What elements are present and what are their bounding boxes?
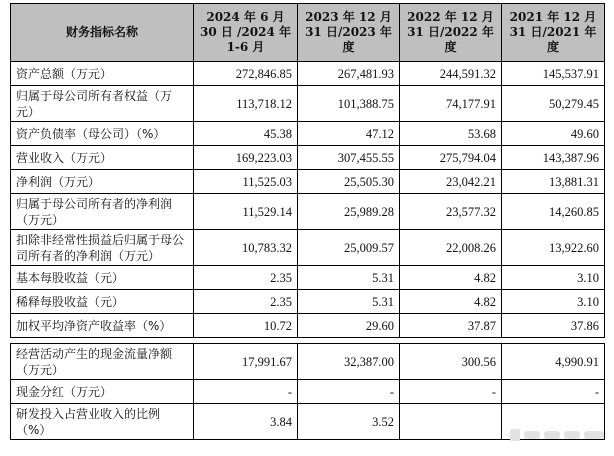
cell-value: 37.87 [400,314,502,338]
header-2023: 2023 年 12 月 31 日/2023 年 度 [298,4,400,62]
cell-value: 53.68 [400,122,502,146]
cell-value: 113,718.12 [194,86,298,122]
header-2024-h1: 2024 年 6 月 30 日 /2024 年 1-6 月 [194,4,298,62]
cell-value: 10.72 [194,314,298,338]
cell-value: 17,991.67 [194,344,298,380]
table-row-weighted-roe [11,314,605,338]
cell-value: 5.31 [298,290,400,314]
header-indicator-name: 财务指标名称 [11,4,194,62]
cell-value: 13,922.60 [502,230,605,266]
cell-value: 50,279.45 [502,86,605,122]
row-label: 研发投入占营业收入的比例（%） [11,404,194,440]
row-label: 基本每股收益（元） [11,266,194,290]
cell-value: - [400,380,502,404]
cell-value: 3.10 [502,290,605,314]
cell-value: 32,387.00 [298,344,400,380]
row-label: 加权平均净资产收益率（%） [11,314,194,338]
cell-value: 244,591.32 [400,62,502,86]
cell-value: 300.56 [400,344,502,380]
cell-value [400,404,502,440]
financial-indicators-table-continued [10,343,605,440]
table-row-rd-ratio [11,404,605,440]
cell-value: 25,009.57 [298,230,400,266]
cell-value: 2.35 [194,290,298,314]
table-row-deducted-net-profit [11,230,605,266]
row-label: 资产总额（万元） [11,62,194,86]
cell-value: 4.82 [400,290,502,314]
row-label: 稀释每股收益（元） [11,290,194,314]
table-row-parent-net-profit [11,194,605,230]
cell-value: 11,525.03 [194,170,298,194]
cell-value: 29.60 [298,314,400,338]
cell-value: 22,008.26 [400,230,502,266]
cell-value: - [194,380,298,404]
cell-value: 49.60 [502,122,605,146]
financial-indicators-table [10,3,605,338]
row-label: 经营活动产生的现金流量净额（万元） [11,344,194,380]
cell-value: 267,481.93 [298,62,400,86]
table-row-revenue [11,146,605,170]
table-row-total-assets [11,62,605,86]
financial-table-container [10,3,604,440]
row-label: 归属于母公司所有者权益（万元） [11,86,194,122]
header-2021: 2021 年 12 月 31 日/2021 年 度 [502,4,605,62]
cell-value: 23,042.21 [400,170,502,194]
cell-value: 23,577.32 [400,194,502,230]
row-label: 现金分红（万元） [11,380,194,404]
table-row-cash-dividend [11,380,605,404]
cell-value: - [502,380,605,404]
row-label: 扣除非经常性损益后归属于母公司所有者的净利润（万元） [11,230,194,266]
cell-value: 272,846.85 [194,62,298,86]
cell-value [502,404,605,440]
cell-value: 2.35 [194,266,298,290]
cell-value: 10,783.32 [194,230,298,266]
cell-value: 143,387.96 [502,146,605,170]
cell-value: 3.10 [502,266,605,290]
table-row-debt-ratio [11,122,605,146]
cell-value: 3.84 [194,404,298,440]
cell-value: 5.31 [298,266,400,290]
cell-value: 25,505.30 [298,170,400,194]
table-row-operating-cash-flow [11,344,605,380]
header-2022: 2022 年 12 月 31 日/2022 年 度 [400,4,502,62]
cell-value: 25,989.28 [298,194,400,230]
cell-value: 13,881.31 [502,170,605,194]
table-row-net-profit [11,170,605,194]
cell-value: 4.82 [400,266,502,290]
cell-value: 11,529.14 [194,194,298,230]
cell-value: 3.52 [298,404,400,440]
cell-value: 45.38 [194,122,298,146]
cell-value: 101,388.75 [298,86,400,122]
cell-value: 145,537.91 [502,62,605,86]
cell-value: 37.86 [502,314,605,338]
row-label: 归属于母公司所有者的净利润（万元） [11,194,194,230]
cell-value: 47.12 [298,122,400,146]
row-label: 营业收入（万元） [11,146,194,170]
cell-value: - [298,380,400,404]
cell-value: 275,794.04 [400,146,502,170]
row-label: 净利润（万元） [11,170,194,194]
table-header-row [11,4,605,62]
cell-value: 74,177.91 [400,86,502,122]
cell-value: 4,990.91 [502,344,605,380]
table-row-diluted-eps [11,290,605,314]
cell-value: 307,455.55 [298,146,400,170]
row-label: 资产负债率（母公司）（%） [11,122,194,146]
table-row-basic-eps [11,266,605,290]
cell-value: 169,223.03 [194,146,298,170]
cell-value: 14,260.85 [502,194,605,230]
table-row-parent-equity [11,86,605,122]
